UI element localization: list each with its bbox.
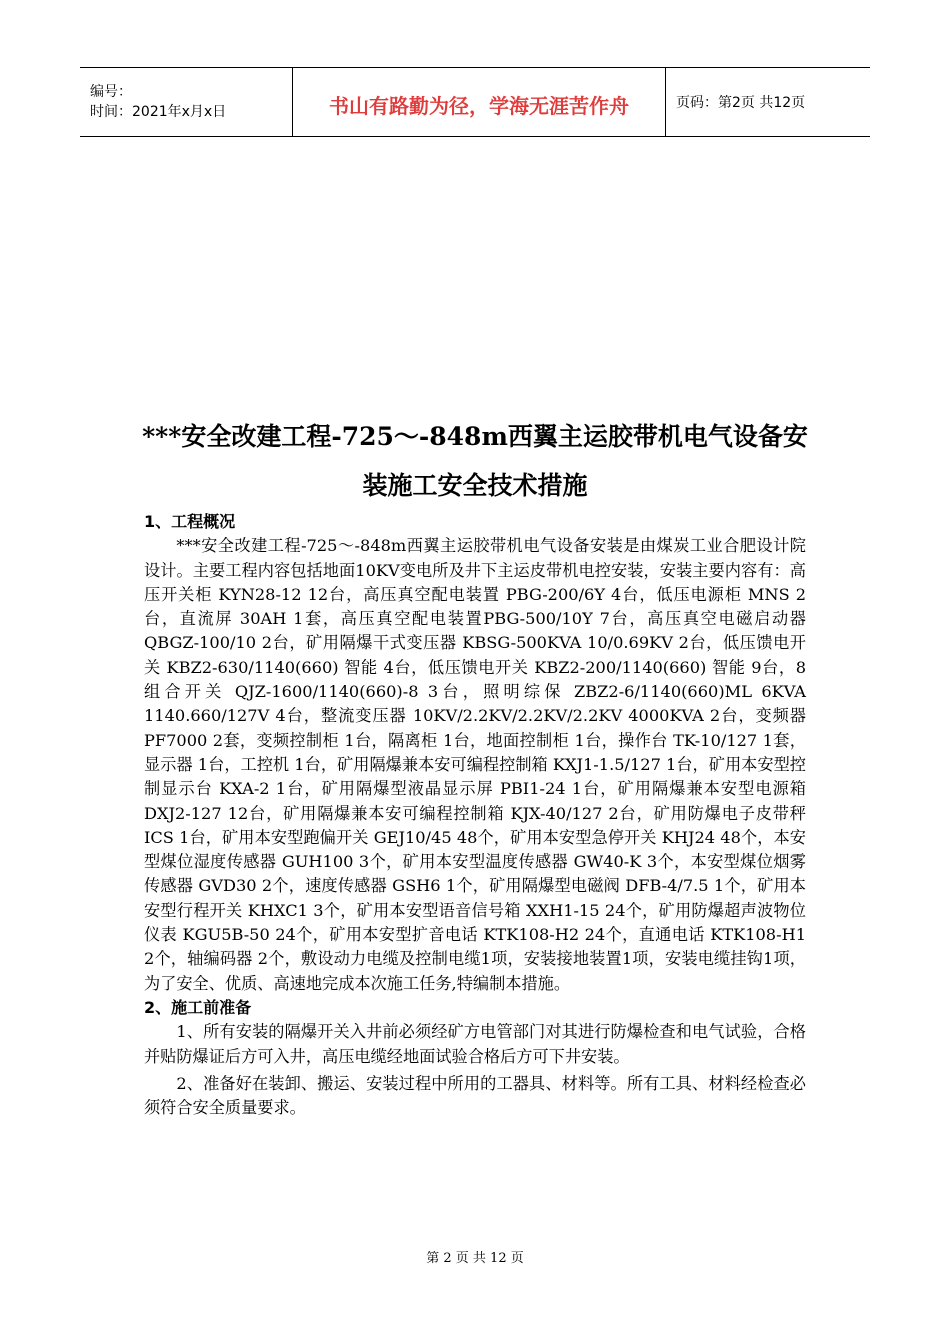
header-page-info: 页码：第2页 共12页 <box>676 95 806 111</box>
document-title-line-1: ***安全改建工程-725～-848m西翼主运胶带机电气设备安 <box>142 422 808 451</box>
section-heading-overview: 1、工程概况 <box>144 512 236 531</box>
header-number-label: 编号： <box>90 84 132 100</box>
section-heading-preparation: 2、施工前准备 <box>144 997 252 1017</box>
document-body <box>144 510 806 1120</box>
overview-paragraph: ***安全改建工程-725～-848m西翼主运胶带机电气设备安装是由煤炭工业合肥设计院设计。主要工程内容包括地面10KV变电所及井下主运皮带机电控安装，安装主要内容有：高压开关柜 KYN28-12 12台，高压真空配电装置 PBG-200/6Y 4台，低压电源柜 MNS 2台，直流屏 30AH 1套，高压真空配电装置PBG-500/10Y 7台，高压真空电磁启动器 QBGZ-100/10 2台，矿用隔爆干式变压器 KBSG-500KVA 10/0.69KV 2台，低压馈电开关 KBZ2-630/1140(660) 智能 4台，低压馈电开关 KBZ2-200/1140(660) 智能 9台，8组合开关 QJZ-1600/1140(660)-8 3台，照明综保 ZBZ2-6/1140(660)ML 6KVA 1140.660/127V 4台，整流变压器 10KV/2.2KV/2.2KV/2.2KV 4000KVA 2台，变频器 PF7000 2套，变频控制柜 1台，隔离柜 1台，地面控制柜 1台，操作台 TK-10/127 1套，显示器 1台，工控机 1台，矿用隔爆兼本安可编程控制箱 KXJ1-1.5/127 1台，矿用本安型控制显示台 KXA-2 1台，矿用隔爆型液晶显示屏 PBI1-24 1台，矿用隔爆兼本安型电源箱 DXJ2-127 12台，矿用隔爆兼本安可编程控制箱 KJX-40/127 2台，矿用防爆电子皮带秤 ICS 1台，矿用本安型跑偏开关 GEJ10/45 48个，矿用本安型急停开关 KHJ24 48个，本安型煤位湿度传感器 GUH100 3个，矿用本安型温度传感器 GW40-K 3个，本安型煤位烟雾传感器 GVD30 2个，速度传感器 GSH6 1个，矿用隔爆型电磁阀 DFB-4/7.5 1个，矿用本安型行程开关 KHXC1 3个，矿用本安型语音信号箱 XXH1-15 24个，矿用防爆超声波物位仪表 KGU5B-50 24个，矿用本安型扩音电话 KTK108-H2 24个，直通电话 KTK108-H1 2个，轴编码器 2个，敷设动力电缆及控制电缆1项，安装接地装置1项，安装电缆挂钩1项，为了安全、优质、高速地完成本次施工任务,特编制本措施。 <box>144 536 806 993</box>
header-time-label: 时间：2021年x月x日 <box>90 104 227 120</box>
page-header <box>80 67 870 137</box>
page-footer: 第 2 页 共 12 页 <box>426 1251 524 1266</box>
document-title-line-2: 装施工安全技术措施 <box>362 471 588 500</box>
header-motto: 书山有路勤为径，学海无涯苦作舟 <box>293 68 666 136</box>
preparation-paragraph-1: 1、所有安装的隔爆开关入井前必须经矿方电管部门对其进行防爆检查和电气试验，合格并贴防爆证后方可入井，高压电缆经地面试验合格后方可下井安装。 <box>144 1022 806 1066</box>
header-meta <box>80 68 293 136</box>
preparation-paragraph-2: 2、准备好在装卸、搬运、安装过程中所用的工器具、材料等。所有工具、材料经检查必须符合安全质量要求。 <box>144 1073 806 1118</box>
